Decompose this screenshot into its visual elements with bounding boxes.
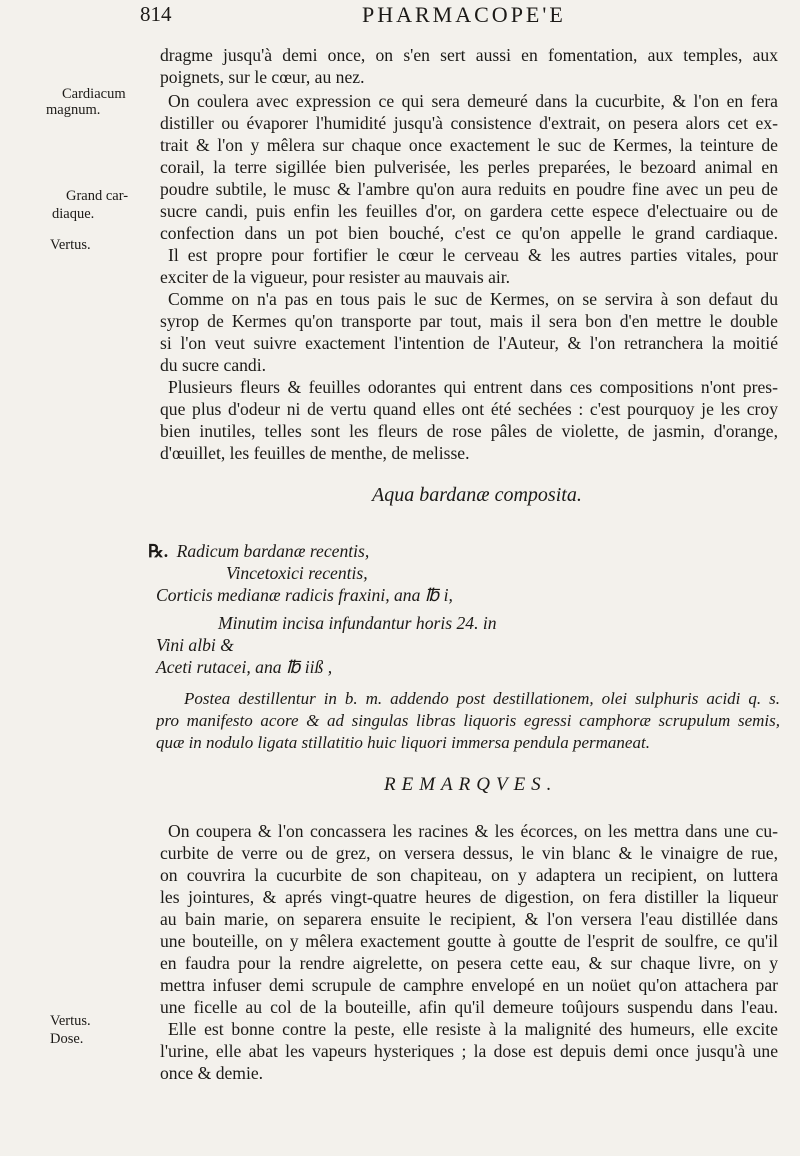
text-line: On coupera & l'on concassera les racines & les écorces, on les mettra dans une cu-: [168, 821, 778, 841]
page-number: 814: [140, 2, 172, 26]
text-line: au bain marie, on separera ensuite le recipient, & l'on versera l'eau distillée dans: [160, 909, 778, 929]
text-line: Plusieurs fleurs & feuilles odorantes qui entrent dans ces compositions n'ont pres-: [168, 377, 778, 397]
text-line: en faudra pour la rendre aigrelette, on pesera cette eau, & sur chaque livre, on y: [160, 953, 778, 973]
margin-note-vertus-2: Vertus.: [50, 1013, 91, 1029]
page-header: [140, 2, 780, 32]
text-line: d'œuillet, les feuilles de menthe, de melisse.: [160, 443, 470, 463]
text-line: syrop de Kermes qu'on transporte par tout, mais il sera bon d'en mettre le double: [160, 311, 778, 331]
recipe-line: [148, 540, 369, 562]
text-line: l'urine, elle abat les vapeurs hysteriques ; la dose est depuis demi once jusqu'à une: [160, 1041, 778, 1061]
text-line: une ficelle au col de la bouteille, afin qu'il demeure toûjours suspendu dans l'eau.: [160, 997, 778, 1017]
text-line: corail, la terre sigillée bien pulverisée, les perles preparées, le bezoard animal en: [160, 157, 778, 177]
recipe-ingredient: Vini albi &: [156, 635, 234, 655]
text-line: bien inutiles, telles sont les fleurs de rose pâles de violette, de jasmin, d'orange,: [160, 421, 778, 441]
recipe-ingredient: Radicum bardanæ recentis,: [176, 541, 370, 561]
recipe-ingredient: Corticis medianæ radicis fraxini, ana ℔ i,: [156, 585, 453, 605]
rx-symbol: ℞.: [148, 541, 169, 561]
recipe-postea-line: quæ in nodulo ligata stillatitio huic liquori immersa pendula permaneat.: [156, 733, 650, 752]
margin-note-grand-1: Grand car-: [66, 188, 129, 204]
text-line: distiller ou évaporer l'humidité jusqu'à consistence d'extrait, on pesera alors cet ex-: [160, 113, 778, 133]
text-line: Comme on n'a pas en tous pais le suc de Kermes, on se servira à son defaut du: [168, 289, 778, 309]
margin-note-dose: Dose.: [50, 1031, 84, 1047]
recipe-instruction: Minutim incisa infundantur horis 24. in: [218, 613, 497, 633]
text-line: poudre subtile, le musc & l'ambre qu'on aura reduits en poudre fine avec un peu de: [160, 179, 778, 199]
text-line: une bouteille, on y mêlera exactement goutte à goutte de l'esprit de soulfre, ce qu'il: [160, 931, 778, 951]
recipe-ingredient: Aceti rutacei, ana ℔ iiß ,: [156, 657, 333, 677]
text-line: Elle est bonne contre la peste, elle resiste à la malignité des humeurs, elle excite: [168, 1019, 778, 1039]
text-line: on couvrira la cucurbite de son chapiteau, on y adaptera un recipient, on luttera: [160, 865, 778, 885]
recipe-postea-line: Postea destillentur in b. m. addendo post destillationem, olei sulphuris acidi q. s.: [184, 689, 780, 708]
text-line: dragme jusqu'à demi once, on s'en sert aussi en fomentation, aux temples, aux: [160, 45, 778, 65]
text-line: trait & l'on y mêlera sur chaque once exactement le suc de Kermes, la teinture de: [160, 135, 778, 155]
text-line: On coulera avec expression ce qui sera demeuré dans la cucurbite, & l'on en fera: [168, 91, 778, 111]
text-line: mettra infuser demi scrupule de camphre envelopé en un noüet qu'on attachera par: [160, 975, 778, 995]
text-line: si l'on veut suivre exactement l'intention de l'Auteur, & l'on retranchera la moitié: [160, 333, 778, 353]
text-line: les jointures, & aprés vingt-quatre heures de digestion, on fera distiller la liqueur: [160, 887, 778, 907]
margin-note-cardiacum-2: magnum.: [46, 102, 101, 118]
text-line: once & demie.: [160, 1063, 264, 1083]
remarques-heading: REMARQVES.: [384, 774, 558, 795]
recipe-ingredient: Vincetoxici recentis,: [226, 563, 368, 583]
text-line: que plus d'odeur ni de vertu quand elles ont été sechées : c'est pourquoy je les croy: [160, 399, 778, 419]
text-line: sucre candi, puis enfin les feuilles d'or, on gardera cette espece d'electuaire ou de: [160, 201, 778, 221]
recipe-title: Aqua bardanæ composita.: [372, 484, 582, 506]
text-line: confection dans un pot bien bouché, c'est ce qu'on appelle le grand cardiaque.: [160, 223, 778, 243]
recipe-postea-line: pro manifesto acore & ad singulas libras liquoris egressi camphoræ scrupulum semis,: [156, 711, 780, 730]
text-line: curbite de verre ou de grez, on versera dessus, le vin blanc & le vinaigre de rue,: [160, 843, 778, 863]
margin-note-cardiacum-1: Cardiacum: [62, 86, 126, 102]
text-line: poignets, sur le cœur, au nez.: [160, 67, 365, 87]
text-line: Il est propre pour fortifier le cœur le cerveau & les autres parties vitales, pour: [168, 245, 778, 265]
running-head: PHARMACOPE'E: [362, 2, 566, 27]
margin-note-grand-2: diaque.: [52, 206, 95, 222]
text-line: exciter de la vigueur, pour resister au mauvais air.: [160, 267, 511, 287]
text-line: du sucre candi.: [160, 355, 267, 375]
margin-note-vertus-1: Vertus.: [50, 237, 91, 253]
